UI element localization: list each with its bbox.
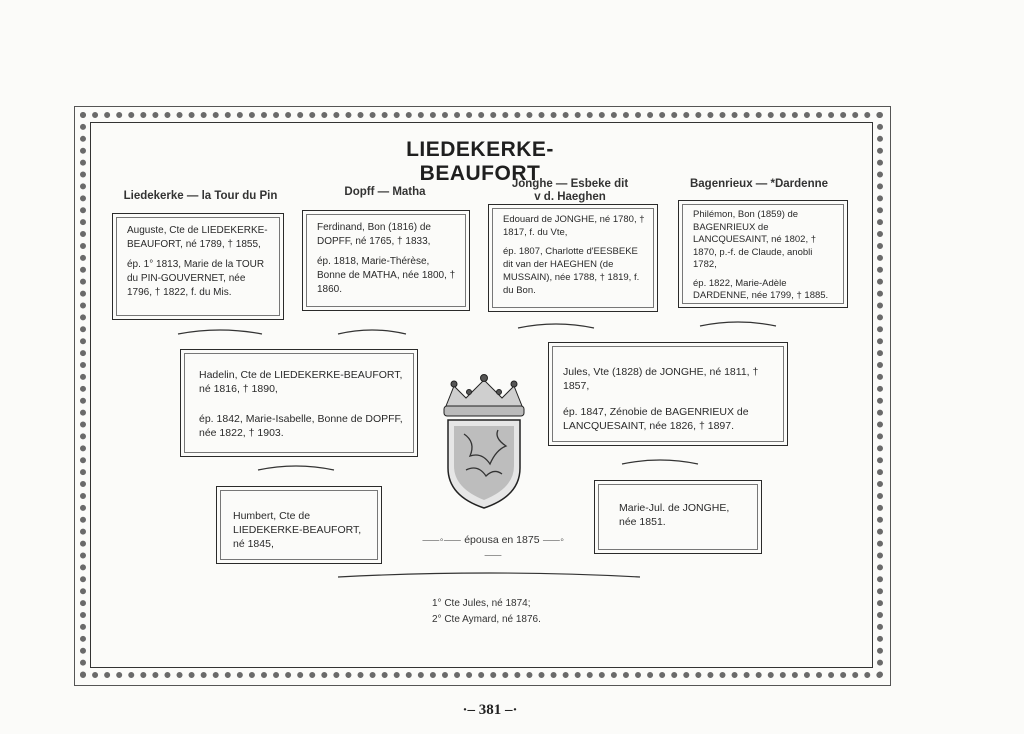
column-heading-dopff: Dopff — Matha bbox=[344, 186, 426, 198]
connector-philemon bbox=[700, 322, 776, 326]
auguste-line2: ép. 1° 1813, Marie de la TOUR du PIN-GOUVERNET, née 1796, † 1822, f. du Mis. bbox=[127, 259, 265, 298]
person-box-humbert bbox=[216, 486, 382, 564]
auguste-line1: Auguste, Cte de LIEDEKERKE-BEAUFORT, né 1789, † 1855, bbox=[127, 225, 268, 250]
person-box-hadelin bbox=[180, 349, 418, 457]
connector-edouard bbox=[518, 324, 594, 328]
column-heading-bagenrieux: Bagenrieux — *Dardenne bbox=[689, 178, 829, 190]
page-title: LIEDEKERKE-BEAUFORT bbox=[406, 138, 554, 185]
marriage-note bbox=[418, 532, 568, 562]
column-heading-jonghe-line1: Jonghe — Esbeke dit bbox=[511, 178, 629, 190]
humbert-line1: Humbert, Cte de LIEDEKERKE-BEAUFORT, né 1845, bbox=[233, 510, 362, 550]
connector-auguste bbox=[178, 330, 262, 334]
marriage-note-text: épousa en 1875 bbox=[464, 534, 540, 546]
page-number-text: 381 bbox=[478, 702, 502, 718]
hadelin-line2: ép. 1842, Marie-Isabelle, Bonne de DOPFF, née 1822, † 1903. bbox=[199, 413, 403, 439]
column-heading-jonghe-line2: v d. Haeghen bbox=[534, 191, 606, 203]
connector-children bbox=[338, 573, 640, 577]
children-list bbox=[400, 596, 570, 628]
child-2: 2° Cte Aymard, né 1876. bbox=[432, 614, 541, 625]
person-box-jules bbox=[548, 342, 788, 446]
connector-jules bbox=[622, 460, 698, 464]
marie-jul-line1: Marie-Jul. de JONGHE, née 1851. bbox=[619, 502, 730, 528]
jules-line1: Jules, Vte (1828) de JONGHE, né 1811, † 1857, bbox=[563, 366, 759, 392]
child-1: 1° Cte Jules, né 1874; bbox=[432, 598, 531, 609]
page-number-ornament-right: –· bbox=[505, 702, 518, 718]
hadelin-line1: Hadelin, Cte de LIEDEKERKE-BEAUFORT, né 1816, † 1890, bbox=[199, 369, 403, 395]
jules-line2: ép. 1847, Zénobie de BAGENRIEUX de LANCQUESAINT, née 1826, † 1897. bbox=[563, 406, 749, 432]
ferdinand-line2: ép. 1818, Marie-Thérèse, Bonne de MATHA, née 1800, † 1860. bbox=[317, 256, 456, 295]
philemon-line1: Philémon, Bon (1859) de BAGENRIEUX de LANCQUESAINT, né 1802, † 1870, p.-f. de Claude, anobli 1782, bbox=[693, 209, 817, 270]
ornament-left-icon: ⸺◦⸺ bbox=[422, 534, 462, 546]
edouard-line2: ép. 1807, Charlotte d'EESBEKE dit van der HAEGHEN (de MUSSAIN), née 1788, † 1819, f. du Bon. bbox=[503, 246, 640, 296]
page-number bbox=[450, 702, 530, 719]
connector-ferdinand bbox=[338, 330, 406, 334]
connector-hadelin bbox=[258, 466, 334, 470]
ornament-right-icon: ⸺◦⸺ bbox=[484, 534, 564, 561]
edouard-line1: Edouard de JONGHE, né 1780, † 1817, f. du Vte, bbox=[503, 214, 645, 238]
person-box-marie-jul bbox=[594, 480, 762, 554]
column-heading-liedekerke: Liedekerke — la Tour du Pin bbox=[123, 190, 278, 202]
philemon-line2: ép. 1822, Marie-Adèle DARDENNE, née 1799, † 1885. bbox=[693, 277, 829, 301]
ferdinand-line1: Ferdinand, Bon (1816) de DOPFF, né 1765, † 1833, bbox=[317, 222, 431, 247]
page-number-ornament-left: ·– bbox=[462, 702, 475, 718]
coat-of-arms-icon bbox=[436, 372, 532, 512]
